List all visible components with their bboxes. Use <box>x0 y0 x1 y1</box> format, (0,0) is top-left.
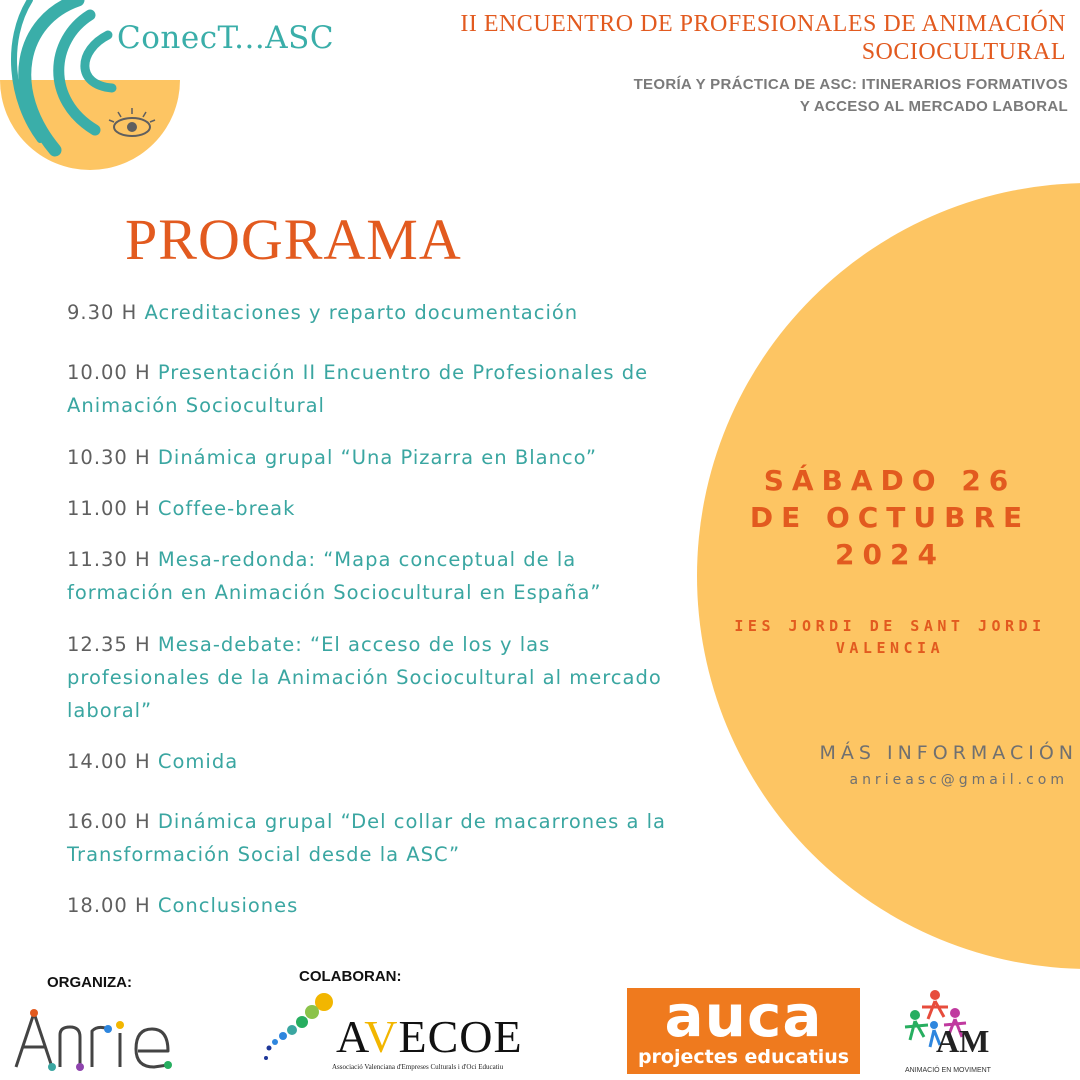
program-item-desc: Coffee-break <box>157 497 296 520</box>
avecoe-dots-graphic <box>262 990 342 1070</box>
program-item <box>67 628 687 727</box>
program-item <box>67 296 687 329</box>
event-title <box>426 10 1066 66</box>
program-item <box>67 805 687 871</box>
program-item <box>67 441 687 474</box>
event-date-line-2: DE OCTUBRE <box>749 501 1031 534</box>
auca-logo-text: auca <box>664 982 823 1050</box>
am-logo-subtitle: ANIMACIÓ EN MOVIMENT <box>905 1067 991 1074</box>
contact-email[interactable]: anrieasc@gmail.com <box>849 772 1068 788</box>
program-item-desc: Dinámica grupal “Del collar de macarrones a la Transformación Social desde la ASC” <box>67 810 667 866</box>
program-item-time: 11.00 H <box>67 497 151 520</box>
event-title-line-2: SOCIOCULTURAL <box>861 39 1066 65</box>
event-subtitle <box>508 74 1068 118</box>
avecoe-logo-rest: ECOE <box>398 1011 523 1062</box>
auca-logo-subtitle: projectes educatius <box>637 1046 850 1068</box>
program-item-desc: Dinámica grupal “Una Pizarra en Blanco” <box>157 446 597 469</box>
event-title-line-1: II ENCUENTRO DE PROFESIONALES DE ANIMACIÓN <box>460 11 1066 37</box>
program-item <box>67 543 687 609</box>
event-subtitle-line-2: Y ACCESO AL MERCADO LABORAL <box>799 98 1068 115</box>
program-item-time: 9.30 H <box>67 301 138 324</box>
avecoe-logo <box>262 990 562 1075</box>
more-info-label: MÁS INFORMACIÓN <box>819 742 1078 764</box>
program-item-desc: Presentación II Encuentro de Profesionales de Animación Sociocultural <box>67 361 649 417</box>
logo-text: ConecT...ASC <box>117 20 335 56</box>
auca-logo <box>627 982 860 1074</box>
anrie-logo-graphic <box>12 1003 192 1075</box>
program-item-desc: Comida <box>157 750 239 773</box>
program-item-time: 16.00 H <box>67 810 151 833</box>
program-item <box>67 745 687 778</box>
event-date <box>700 462 1080 573</box>
avecoe-subtitle: Associació Valenciana d'Empreses Culturals i d'Oci Educatiu <box>332 1063 504 1071</box>
organiza-label: ORGANIZA: <box>47 974 132 991</box>
event-venue <box>700 615 1080 659</box>
program-item-desc: Mesa-redonda: “Mapa conceptual de la formación en Animación Sociocultural en España” <box>67 548 602 604</box>
event-venue-line-1: IES JORDI DE SANT JORDI <box>734 617 1046 635</box>
animacio-en-moviment-logo <box>900 985 1020 1080</box>
programa-title: PROGRAMA <box>125 207 462 272</box>
program-item-time: 10.30 H <box>67 446 151 469</box>
avecoe-logo-v: V <box>364 1011 399 1062</box>
avecoe-logo-text <box>336 1010 523 1063</box>
program-item-time: 18.00 H <box>67 894 151 917</box>
program-item-time: 11.30 H <box>67 548 151 571</box>
event-venue-line-2: VALENCIA <box>835 639 945 657</box>
program-item <box>67 356 687 422</box>
avecoe-logo-a: A <box>336 1011 365 1062</box>
program-item <box>67 889 687 922</box>
program-item-desc: Conclusiones <box>157 894 299 917</box>
conect-asc-logo <box>0 0 360 170</box>
decorative-circle <box>697 183 1080 969</box>
event-subtitle-line-1: TEORÍA Y PRÁCTICA DE ASC: ITINERARIOS FORMATIVOS <box>633 76 1068 93</box>
anrie-logo <box>12 1003 192 1075</box>
program-item-desc: Mesa-debate: “El acceso de los y las profesionales de la Animación Sociocultural al mercado laboral” <box>67 633 662 722</box>
program-item-time: 14.00 H <box>67 750 151 773</box>
event-date-line-1: SÁBADO 26 <box>763 464 1017 497</box>
program-item-time: 12.35 H <box>67 633 151 656</box>
colaboran-label: COLABORAN: <box>299 968 402 985</box>
program-item-desc: Acreditaciones y reparto documentación <box>144 301 579 324</box>
program-item <box>67 492 687 525</box>
program-item-time: 10.00 H <box>67 361 151 384</box>
am-logo-text: AM <box>936 1023 990 1059</box>
event-date-line-3: 2024 <box>835 538 945 571</box>
